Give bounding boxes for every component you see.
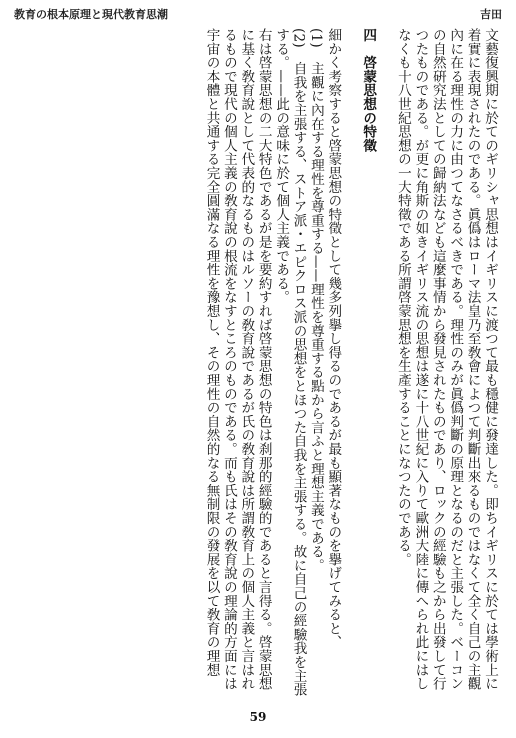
page-number: 59 (249, 710, 267, 724)
list-item-2: (2) 自我を主張する、ストア派・エピクロス派の思想をとほつた自我を主張する。故に自己の經驗我を主張する。——此の意味に於て個人主義である。 (273, 28, 307, 697)
paragraph-2: 細かく考察すると啓蒙思想の特徵として幾多列擧し得るのであるが最も顯著なものを擧げてみると、 (325, 28, 342, 649)
paragraph-1: 文藝復興期に於てのギリシャ思想はイギリスに渡つて最も穩健に發達した。即ちイギリスに於ては學術上に着實に表現されたのである。眞僞はローマ法皇乃至敎會によつて判斷出來るものではなくて全く自己の主觀內に在る理性の力に由つてなさるべきである。理性のみが眞僞判斷の原理となるのだと主張した。ベーコンの自然硏究法としての歸納法なども這麼事情から發見されたものであり、ロックの經驗も之から出發して行つたものである。が更に角斯の如きイギリス流の思想は遂に十八世紀に入りて歐洲大陸に傳へられ此にはしなくも十八世紀思想の一大特徵である所謂啓蒙思想を生產することになつたのである。 (394, 28, 498, 691)
vertical-text-body (20, 28, 498, 700)
running-header-author: 吉田 (480, 8, 502, 21)
paragraph-3: 右は啓蒙思想の二大特色であるが是を要約すれば啓蒙思想の特色は刹那的經驗的であると言得る。啓蒙思想に基く敎育說として代表的なるものはルソーの敎育說であるが氏の敎育說は所謂敎育上の個人主義と言はれるもので現代の個人主義の敎育說の根流をなすところのものである。而も氏はその敎育說の理論的方面には宇宙の本體と共通する完全圓滿なる理性を豫想し、その理性の自然的なる無制限の發展を以て敎育の理想 (203, 28, 272, 691)
running-header-title: 教育の根本原理と現代教育思潮 (14, 8, 168, 21)
section-heading: 四 啓蒙思想の特徵 (360, 28, 377, 153)
list-item-1: (1) 主觀に內在する理性を尊重する——理性を尊重する點から言ふと理想主義である。 (307, 28, 324, 573)
running-header (14, 6, 502, 22)
